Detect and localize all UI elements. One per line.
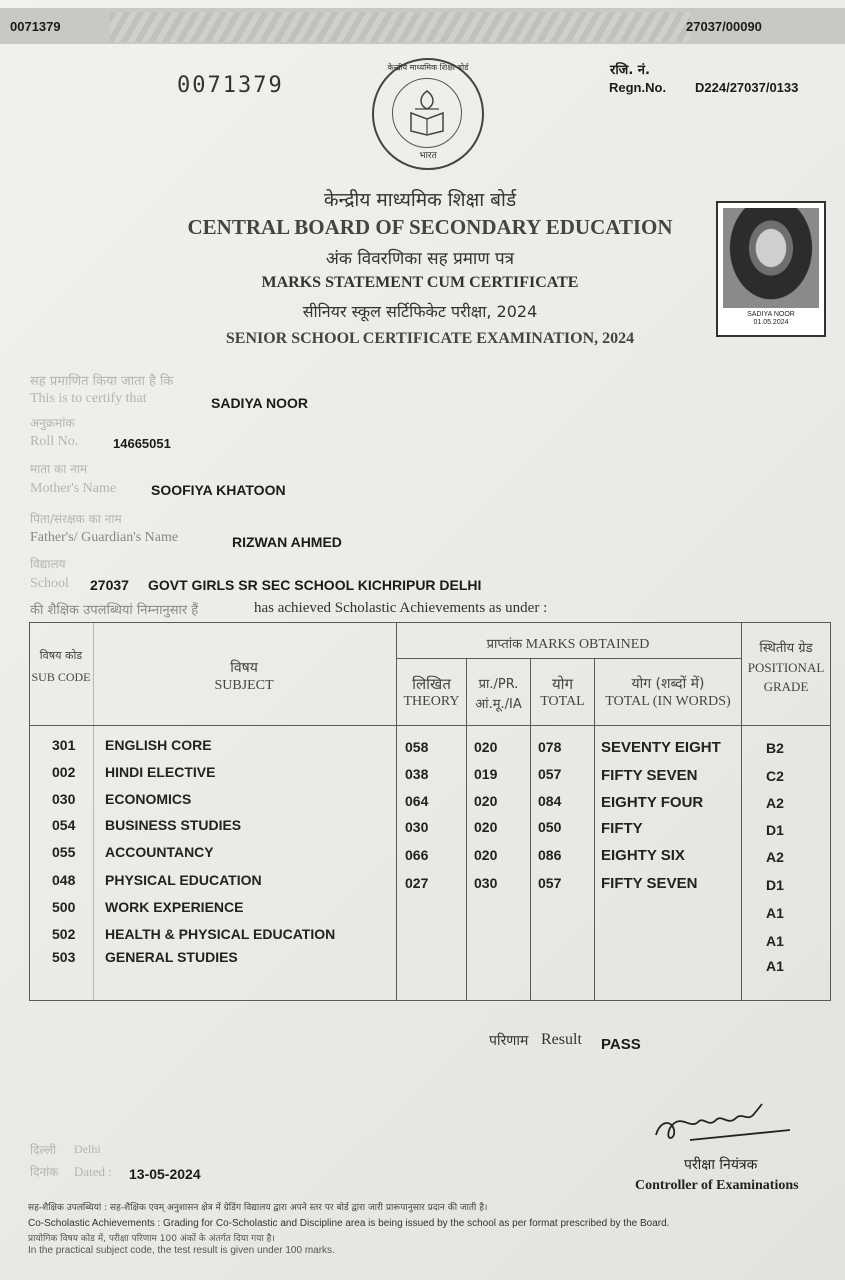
- school-label-hi: विद्यालय: [30, 557, 66, 571]
- place-label-en: Delhi: [74, 1142, 101, 1156]
- result-value: PASS: [601, 1036, 641, 1053]
- footnote-hi: सह-शैक्षिक उपलब्धियां : सह-शैक्षिक एवम् अनुशासन क्षेत्र में ग्रेडिंग विद्यालय द्वारा अपने स्तर पर बोर्ड द्वारा जारी प्रारूपानुसार प्रदान की जाती है।: [28, 1203, 488, 1213]
- cell-code: 301: [52, 737, 76, 753]
- father-name: RIZWAN AHMED: [232, 534, 342, 550]
- cell-subject: BUSINESS STUDIES: [105, 817, 242, 833]
- cell-words: EIGHTY FOUR: [601, 794, 704, 811]
- hdr-grade-hi: स्थितीय ग्रेड: [759, 641, 813, 656]
- cell-pr: 020: [474, 793, 498, 809]
- cell-grade: A1: [766, 905, 784, 921]
- cell-code: 502: [52, 926, 76, 942]
- candidate-photo: [716, 201, 826, 337]
- serial-number: 0071379: [177, 73, 284, 98]
- hdr-marks-hi: प्राप्तांक: [486, 637, 523, 652]
- cell-words: FIFTY SEVEN: [601, 767, 698, 784]
- cell-pr: 020: [474, 847, 498, 863]
- roll-label-en: Roll No.: [30, 434, 79, 449]
- hdr-theory-en: THEORY: [403, 694, 460, 709]
- roll-number: 14665051: [113, 436, 171, 451]
- seal-bottom-text: भारत: [419, 151, 437, 161]
- cell-grade: D1: [766, 877, 784, 893]
- doc-title-hindi: अंक विवरणिका सह प्रमाण पत्र: [325, 249, 515, 269]
- regn-label-en: Regn.No.: [609, 80, 667, 95]
- cell-grade: A2: [766, 849, 784, 865]
- cell-subject: PHYSICAL EDUCATION: [105, 872, 262, 888]
- cell-theory: 064: [405, 793, 429, 809]
- cell-theory: 030: [405, 819, 429, 835]
- cell-total: 057: [538, 875, 562, 891]
- candidate-name: SADIYA NOOR: [211, 395, 308, 411]
- dated-label-hi: दिनांक: [30, 1165, 59, 1179]
- place-label-hi: दिल्ली: [30, 1143, 57, 1157]
- seal-inner-ring: [392, 78, 462, 148]
- cell-code: 500: [52, 899, 76, 915]
- cell-code: 054: [52, 817, 76, 833]
- seal-text: केन्द्रीय माध्यमिक शिक्षा बोर्ड: [387, 63, 469, 72]
- issue-date: 13-05-2024: [129, 1166, 201, 1182]
- cell-subject: ACCOUNTANCY: [105, 844, 214, 860]
- result-label-en: Result: [541, 1031, 582, 1048]
- school-code: 27037: [90, 577, 129, 593]
- hdr-grade-en1: POSITIONAL: [747, 660, 825, 675]
- controller-label-hi: परीक्षा नियंत्रक: [684, 1157, 758, 1173]
- footnote-en: Co-Scholastic Achievements : Grading for Co-Scholastic and Discipline area is being issued by the school as per format prescribed by the Board.: [28, 1218, 670, 1229]
- certify-label-en: This is to certify that: [30, 391, 147, 406]
- hdr-theory-hi: लिखित: [412, 675, 451, 693]
- cell-grade: A1: [766, 958, 784, 974]
- hdr-marks: [396, 634, 740, 653]
- regn-label-hi: रजि. नं.: [610, 63, 650, 78]
- cell-subject: ECONOMICS: [105, 791, 192, 807]
- hdr-words-hi: योग (शब्दों में): [631, 676, 705, 692]
- hdr-ia: आं.मू./IA: [475, 697, 522, 712]
- cell-theory: 058: [405, 739, 429, 755]
- board-name-english: CENTRAL BOARD OF SECONDARY EDUCATION: [187, 215, 673, 239]
- school-name: GOVT GIRLS SR SEC SCHOOL KICHRIPUR DELHI: [148, 577, 482, 593]
- dated-label-en: Dated :: [74, 1164, 112, 1179]
- mother-label-hi: माता का नाम: [30, 462, 88, 476]
- cbse-seal: [372, 58, 484, 170]
- cell-grade: A1: [766, 933, 784, 949]
- cell-total: 086: [538, 847, 562, 863]
- hdr-marks-en: MARKS OBTAINED: [525, 637, 650, 652]
- cell-grade: A2: [766, 795, 784, 811]
- roll-label-hi: अनुक्रमांक: [30, 416, 75, 430]
- cell-pr: 020: [474, 739, 498, 755]
- photo-caption-date: 01.05.2024: [753, 319, 789, 326]
- guilloche-pattern: [110, 12, 690, 42]
- top-left-serial: 0071379: [10, 19, 61, 34]
- hdr-subject-en: SUBJECT: [214, 678, 274, 693]
- cell-words: FIFTY SEVEN: [601, 875, 698, 892]
- cell-pr: 030: [474, 875, 498, 891]
- cell-code: 030: [52, 791, 76, 807]
- father-label-en: Father's/ Guardian's Name: [30, 530, 179, 545]
- school-label-en: School: [30, 576, 69, 591]
- exam-english: SENIOR SCHOOL CERTIFICATE EXAMINATION, 2024: [225, 330, 635, 347]
- cell-pr: 020: [474, 819, 498, 835]
- regn-number: D224/27037/0133: [695, 80, 799, 95]
- photo-caption: [718, 311, 824, 327]
- cell-subject: ENGLISH CORE: [105, 737, 212, 753]
- certify-label-hi: सह प्रमाणित किया जाता है कि: [30, 374, 174, 389]
- cell-theory: 066: [405, 847, 429, 863]
- footnote2-hi: प्रायोगिक विषय कोड में, परीक्षा परिणाम 100 अंकों के अंतर्गत दिया गया है।: [28, 1234, 275, 1244]
- cell-code: 002: [52, 764, 76, 780]
- cell-grade: B2: [766, 740, 784, 756]
- footnote2-en: In the practical subject code, the test result is given under 100 marks.: [28, 1245, 335, 1256]
- result-label-hi: परिणाम: [489, 1033, 529, 1049]
- cell-words: FIFTY: [601, 820, 643, 837]
- hdr-pr: प्रा./PR.: [478, 677, 519, 692]
- cell-words: EIGHTY SIX: [601, 847, 685, 864]
- hdr-total-en: TOTAL: [540, 694, 585, 709]
- father-label-hi: पिता/संरक्षक का नाम: [30, 512, 122, 526]
- achieved-label-hi: की शैक्षिक उपलब्धियां निम्नानुसार हैं: [30, 603, 199, 618]
- doc-title-english: MARKS STATEMENT CUM CERTIFICATE: [261, 274, 579, 291]
- cell-theory: 027: [405, 875, 429, 891]
- exam-hindi: सीनियर स्कूल सर्टिफिकेट परीक्षा, 2024: [302, 302, 538, 321]
- hdr-total-hi: योग: [551, 675, 574, 693]
- controller-label-en: Controller of Examinations: [635, 1178, 799, 1193]
- photo-caption-name: SADIYA NOOR: [747, 311, 795, 318]
- mother-name: SOOFIYA KHATOON: [151, 482, 286, 498]
- lamp-book-emblem-icon: [393, 79, 461, 147]
- hdr-code-en: SUB CODE: [31, 670, 91, 684]
- hdr-code-hi: विषय कोड: [39, 649, 83, 662]
- cell-grade: D1: [766, 822, 784, 838]
- cell-code: 055: [52, 844, 76, 860]
- cell-total: 084: [538, 793, 562, 809]
- cell-total: 050: [538, 819, 562, 835]
- cell-code: 503: [52, 949, 76, 965]
- cell-total: 078: [538, 739, 562, 755]
- cell-total: 057: [538, 766, 562, 782]
- hdr-grade-en2: GRADE: [763, 679, 809, 694]
- board-name-hindi: केन्द्रीय माध्यमिक शिक्षा बोर्ड: [323, 189, 517, 211]
- cell-subject: HEALTH & PHYSICAL EDUCATION: [105, 926, 336, 942]
- cell-subject: HINDI ELECTIVE: [105, 764, 216, 780]
- controller-signature-icon: [650, 1100, 800, 1150]
- cell-theory: 038: [405, 766, 429, 782]
- cell-code: 048: [52, 872, 76, 888]
- cell-subject: WORK EXPERIENCE: [105, 899, 244, 915]
- cell-grade: C2: [766, 768, 784, 784]
- photo-image: [723, 208, 819, 308]
- cell-subject: GENERAL STUDIES: [105, 949, 238, 965]
- cell-words: SEVENTY EIGHT: [601, 739, 721, 756]
- hdr-subject-hi: विषय: [230, 660, 258, 676]
- cell-pr: 019: [474, 766, 498, 782]
- top-right-code: 27037/00090: [686, 19, 762, 34]
- achieved-label-en: has achieved Scholastic Achievements as under :: [254, 600, 548, 616]
- hdr-words-en: TOTAL (IN WORDS): [605, 694, 731, 709]
- mother-label-en: Mother's Name: [30, 481, 117, 496]
